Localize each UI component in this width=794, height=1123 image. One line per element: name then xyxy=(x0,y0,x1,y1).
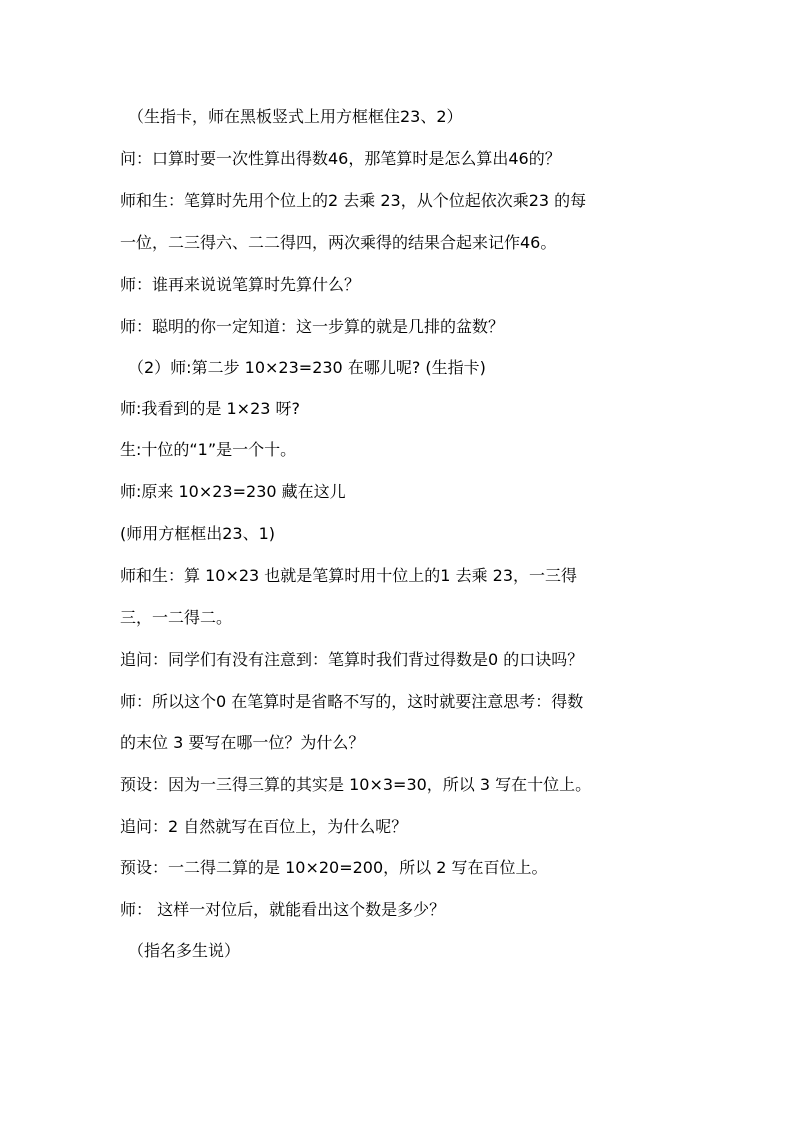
text-line-3: 师和生：笔算时先用个位上的2 去乘 23，从个位起依次乘23 的每 xyxy=(120,191,587,210)
text-line-8: 师:我看到的是 1×23 呀? xyxy=(120,399,301,418)
text-line-10: 师:原来 10×23=230 藏在这儿 xyxy=(120,482,346,501)
text-line-12: 师和生：算 10×23 也就是笔算时用十位上的1 去乘 23，一三得 xyxy=(120,566,578,585)
text-line-17: 预设：因为一三得三算的其实是 10×3=30，所以 3 写在十位上。 xyxy=(120,775,592,794)
text-line-19: 预设：一二得二算的是 10×20=200，所以 2 写在百位上。 xyxy=(120,858,548,877)
text-line-4: 一位，二三得六、二二得四，两次乘得的结果合起来记作46。 xyxy=(120,233,557,252)
text-line-21: （指名多生说） xyxy=(128,941,241,960)
text-line-15: 师：所以这个0 在笔算时是省略不写的，这时就要注意思考：得数 xyxy=(120,692,584,711)
text-line-6: 师：聪明的你一定知道：这一步算的就是几排的盆数？ xyxy=(120,317,505,336)
text-line-20: 师： 这样一对位后，就能看出这个数是多少？ xyxy=(120,900,446,919)
text-line-5: 师：谁再来说说笔算时先算什么？ xyxy=(120,275,361,294)
text-line-9: 生:十位的“1”是一个十。 xyxy=(120,440,297,459)
text-line-1: （生指卡，师在黑板竖式上用方框框住23、2） xyxy=(128,107,463,126)
text-line-7: （2）师:第二步 10×23=230 在哪儿呢? (生指卡) xyxy=(128,358,486,377)
text-line-16: 的末位 3 要写在哪一位？为什么？ xyxy=(120,733,365,752)
text-line-2: 问：口算时要一次性算出得数46，那笔算时是怎么算出46的？ xyxy=(120,149,561,168)
text-line-18: 追问：2 自然就写在百位上，为什么呢？ xyxy=(120,817,408,836)
text-line-14: 追问：同学们有没有注意到：笔算时我们背过得数是0 的口诀吗？ xyxy=(120,650,584,669)
text-line-13: 三，一二得二。 xyxy=(120,608,233,627)
text-line-11: (师用方框框出23、1) xyxy=(120,524,276,543)
